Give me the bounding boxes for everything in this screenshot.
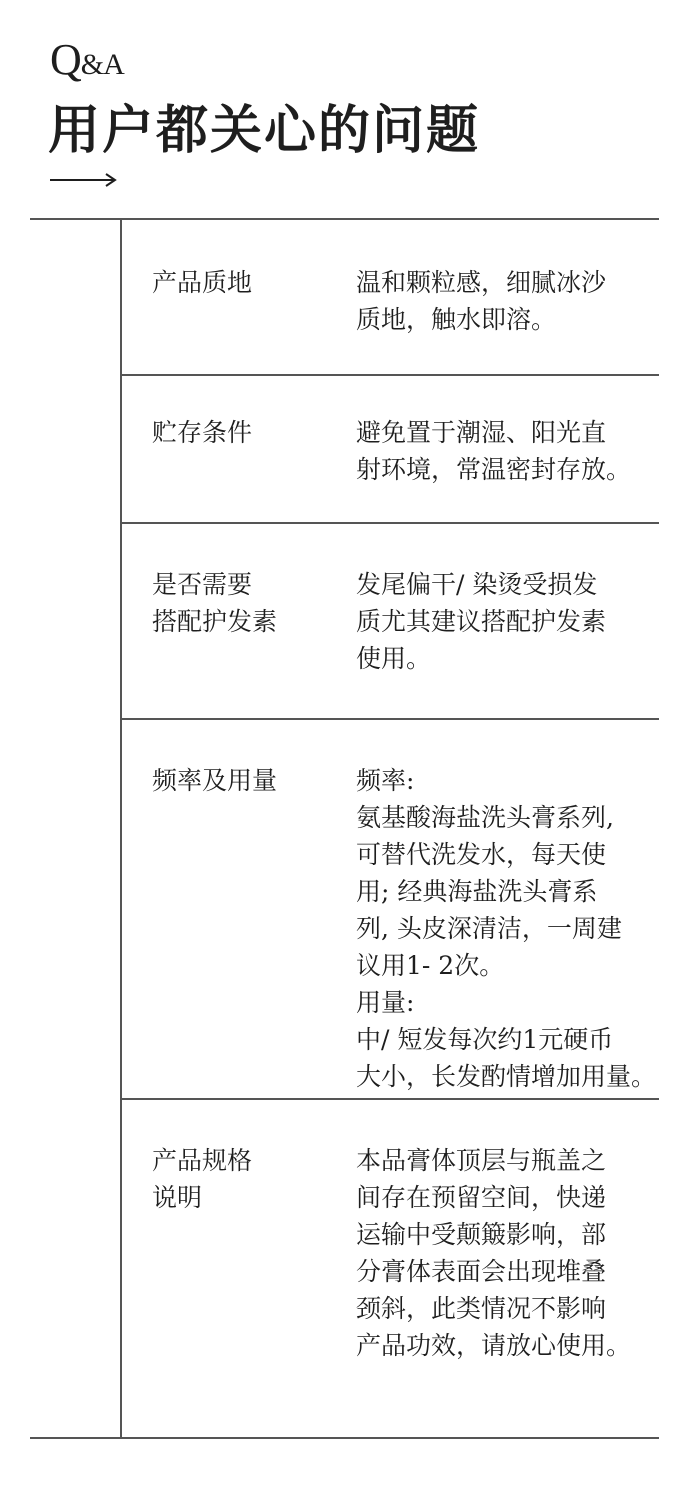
answer-frequency: 频率: 氨基酸海盐洗头膏系列, 可替代洗发水，每天使 用; 经典海盐洗头膏系 列, 头皮深清洁，一周建 议用1- 2次。 用量: 中/ 短发每次约1元硬币 大小，长发酌情增加用量。 (356, 766, 657, 1091)
qa-letter: Q (50, 35, 81, 84)
question-storage: 贮存条件 (152, 418, 253, 447)
table-bottom-divider (30, 1437, 659, 1439)
question-conditioner: 是否需要 搭配护发素 (152, 570, 278, 636)
qa-ampersand-a: &A (80, 48, 124, 81)
right-arrow-icon (50, 172, 118, 188)
row-divider (121, 718, 659, 720)
row-divider (121, 1098, 659, 1100)
table-left-rule (120, 219, 122, 1438)
answer-conditioner: 发尾偏干/ 染烫受损发 质尤其建议搭配护发素 使用。 (356, 570, 607, 673)
question-spec: 产品规格 说明 (152, 1146, 253, 1212)
question-product-texture: 产品质地 (152, 268, 253, 297)
row-divider (121, 522, 659, 524)
page-title: 用户都关心的问题 (48, 100, 481, 161)
question-frequency: 频率及用量 (152, 766, 278, 795)
qa-label (50, 35, 124, 90)
table-top-divider (30, 218, 659, 220)
answer-storage: 避免置于潮湿、阳光直 射环境，常温密封存放。 (356, 418, 632, 484)
answer-product-texture: 温和颗粒感，细腻冰沙 质地，触水即溶。 (356, 268, 607, 334)
answer-spec: 本品膏体顶层与瓶盖之 间存在预留空间，快递 运输中受颠簸影响，部 分膏体表面会出现堆叠 颈斜，此类情况不影响 产品功效，请放心使用。 (356, 1146, 632, 1360)
row-divider (121, 374, 659, 376)
